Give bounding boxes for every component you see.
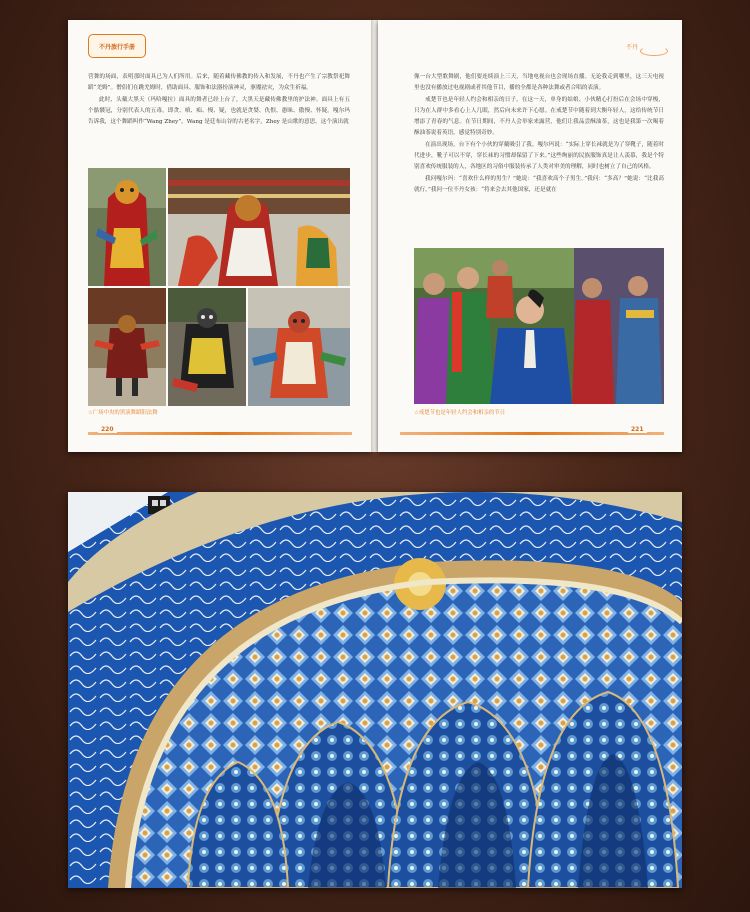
paragraph: 像一台大型歌舞剧，他们要连续演上三天，当地电视台也会现场直播。无论我走到哪里，这三天电视里也没有播放过电视剧或者其他节目，播的全都是各种法舞或者合唱的表演。 — [414, 74, 664, 92]
header-logo: 不丹旅行手册 — [88, 34, 146, 58]
paragraph: 在演出现场，台下有个小伙的穿戴吸引了我。嘎尔玛说：“实际上穿长袜就是为了穿靴子，随着时代进步，靴子可以不穿，穿长袜的习惯却保留了下来。”这些绚丽的民族服饰真是让人羡慕，我是个特别喜欢传统服装的人，各地区的习俗中服装传承了人类对审美的理解，同时也树立了自己的风格。 — [414, 141, 664, 171]
paragraph: 我问嘎尔玛：“喜欢什么样的男生？”她说：“我喜欢高个子男生。”我问：“多高？”她说：“比我高就行。”我问一位不丹女孩：“将来会去其他国家，还是就在 — [414, 175, 664, 193]
swirl-icon — [640, 46, 668, 56]
mask-dancer-photo — [168, 288, 246, 406]
footer-bar — [400, 432, 664, 435]
left-caption: ☆广场中央的黑演舞蹈阳法舞 — [88, 410, 158, 416]
mask-dancer-photo — [248, 288, 350, 406]
footer-bar — [88, 432, 352, 435]
mask-dancer-photo — [88, 168, 166, 286]
page-number: 220 — [98, 426, 117, 433]
mosaic-arch-photo — [68, 492, 682, 888]
festival-crowd-photo — [414, 248, 664, 404]
left-body-text — [88, 72, 350, 128]
right-body-text — [414, 72, 664, 196]
mask-dancer-photo — [88, 288, 166, 406]
right-page — [378, 20, 682, 452]
paragraph: 营舞的场面，表明那时面具已为人们所用。后来，随着藏传佛教的传入和发展，不丹也产生了宗教祭祀舞蹈“羌姆”。僧侣们在跳羌姆时，借助面具、服饰和法器扮演神灵，驱魔祛灾，为众生祈福。 — [88, 74, 350, 92]
page-number: 221 — [628, 426, 647, 433]
left-page — [68, 20, 372, 452]
mask-dancer-photo — [168, 168, 350, 286]
chapter-label: 不丹 — [625, 44, 638, 51]
right-caption: ☆戒楚节也是年轻人约会和相亲的节日 — [414, 410, 506, 416]
paragraph: 此时，头戴大黑天（玛哈嘎拉）面具的舞者已经上台了，大黑天是藏传佛教里的护法神。面具上有五个骷髅冠，分别代表人的五毒，即贪、嗔、痴、慢、疑，也就是贪婪、仇恨、愚昧、傲慢、怀疑。嘎尔玛告诉我，这个舞蹈叫作“Wang Zhey”，Wang 是廷布山谷的古老名字，Zhey 是山歌的意思。这个演出就 — [88, 96, 350, 126]
paragraph: 戒楚节也是年轻人约会和相亲的日子。在这一天，单身的姑娘、小伙精心打扮后在会场中穿梭，只为在人群中多看心上人几眼，然后向未来许下心愿。在戒楚节中随着到大衡年轻人，这给传统节日增添了青春的气息。在节日期间，不丹人会举家来露营，他们让我品尝酥油茶，这也是我第一次喝着酥油茶说着英语，感觉特别奇妙。 — [414, 96, 664, 137]
book-spread — [68, 20, 682, 452]
